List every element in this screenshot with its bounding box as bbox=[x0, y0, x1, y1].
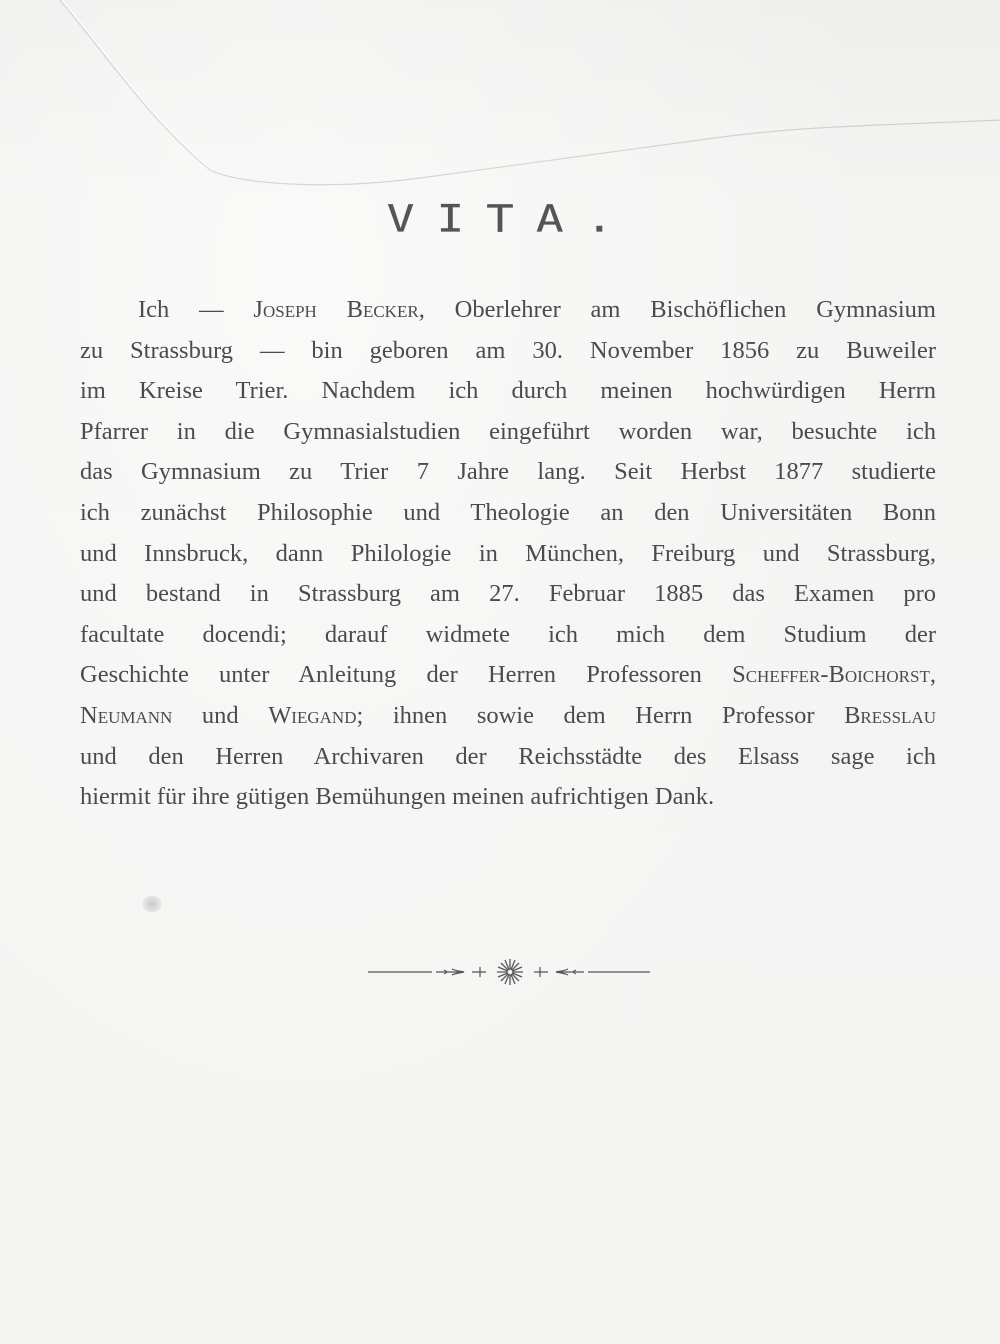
text-run: im Kreise Trier. Nachdem ich durch meinen hochwürdigen Herrn bbox=[80, 377, 936, 405]
text-line bbox=[80, 574, 936, 615]
text-run: , bbox=[929, 661, 936, 689]
text-run: , Oberlehrer am Bischöflichen Gymnasium bbox=[418, 296, 936, 323]
text-line bbox=[80, 696, 936, 737]
ink-smudge bbox=[142, 896, 162, 912]
text-line bbox=[80, 493, 936, 534]
name-small-caps: Bresslau bbox=[844, 701, 936, 729]
name-small-caps: Neumann bbox=[80, 701, 173, 729]
text-line bbox=[80, 655, 936, 696]
text-run: und bbox=[172, 701, 269, 729]
text-line bbox=[80, 412, 936, 453]
name-small-caps: Wiegand bbox=[268, 701, 357, 729]
text-line bbox=[80, 371, 936, 412]
text-run: Pfarrer in die Gymnasialstudien eingeführt worden war, besuchte ich bbox=[80, 417, 936, 445]
text-line bbox=[80, 290, 936, 331]
floral-rule-ornament-icon bbox=[360, 952, 660, 992]
text-run: facultate docendi; darauf widmete ich mich dem Studium der bbox=[80, 620, 936, 648]
text-line bbox=[80, 331, 936, 372]
text-line bbox=[80, 534, 936, 575]
text-run: ; ihnen sowie dem Herrn Professor bbox=[356, 701, 845, 729]
text-run: und bestand in Strassburg am 27. Februar 1885 das Examen pro bbox=[80, 580, 936, 608]
text-line bbox=[80, 737, 936, 778]
text-line bbox=[80, 777, 936, 818]
vita-paragraph bbox=[80, 290, 936, 818]
name-small-caps: Scheffer-Boichorst bbox=[732, 661, 930, 689]
text-run: und Innsbruck, dann Philologie in München, Freiburg und Strassburg, bbox=[80, 539, 936, 567]
page-title: VITA. bbox=[386, 196, 636, 241]
name-small-caps: Joseph Becker bbox=[253, 296, 419, 323]
text-run: das Gymnasium zu Trier 7 Jahre lang. Seit Herbst 1877 studierte bbox=[80, 458, 936, 486]
text-run: ich zunächst Philosophie und Theologie an den Universitäten Bonn bbox=[80, 498, 936, 526]
text-line bbox=[80, 615, 936, 656]
text-run: zu Strassburg — bin geboren am 30. November 1856 zu Buweiler bbox=[80, 336, 936, 364]
text-run: hiermit für ihre gütigen Bemühungen meinen aufrichtigen Dank. bbox=[80, 783, 715, 811]
text-run: und den Herren Archivaren der Reichsstädte des Elsass sage ich bbox=[80, 742, 936, 770]
text-run: Ich — bbox=[138, 296, 254, 323]
text-line bbox=[80, 452, 936, 493]
paper-crease bbox=[0, 0, 1000, 200]
text-run: Geschichte unter Anleitung der Herren Professoren bbox=[80, 661, 733, 689]
